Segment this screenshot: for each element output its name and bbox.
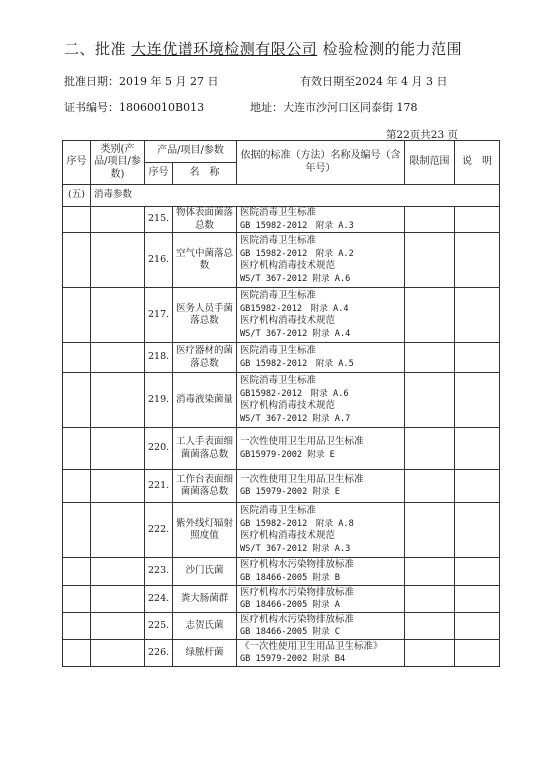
- title-suffix: 检验检测的能力范围: [317, 40, 463, 58]
- row-standard: [237, 288, 405, 343]
- standard-line: 《一次性使用卫生用品卫生标准》: [240, 640, 383, 652]
- row-item-name: 消毒液染菌量: [173, 373, 237, 428]
- address: [250, 99, 418, 115]
- row-limit: [405, 640, 455, 667]
- standard-line: 医院消毒卫生标准: [240, 290, 317, 301]
- header-name: 名 称: [173, 163, 237, 185]
- company-name: 大连优谱环境检测有限公司: [131, 40, 318, 58]
- table-row: [63, 586, 500, 613]
- row-standard: [237, 586, 405, 613]
- row-item-name: 物体表面菌落总数: [173, 207, 237, 233]
- row-item-number: 215.: [145, 207, 173, 233]
- row-seq-cell: [63, 343, 91, 373]
- row-item-number: 225.: [145, 613, 173, 640]
- row-category-cell: [91, 207, 145, 233]
- row-seq-cell: [63, 428, 91, 470]
- row-standard: [237, 640, 405, 667]
- standard-line: 一次性使用卫生用品卫生标准: [240, 436, 364, 447]
- row-limit: [405, 343, 455, 373]
- row-seq-cell: [63, 470, 91, 503]
- row-seq-cell: [63, 288, 91, 343]
- title-prefix: 二、批准: [64, 40, 132, 58]
- table-row: [63, 640, 500, 667]
- table-row: [63, 428, 500, 470]
- row-item-number: 218.: [145, 343, 173, 373]
- header-limit: 限制范围: [405, 141, 455, 185]
- row-item-name: 紫外线灯辐射照度值: [173, 503, 237, 558]
- row-category-cell: [91, 640, 145, 667]
- row-note: [455, 470, 500, 503]
- table-row: [63, 470, 500, 503]
- row-seq-cell: [63, 640, 91, 667]
- row-note: [455, 288, 500, 343]
- row-item-name: 空气中菌落总数: [173, 233, 237, 288]
- standard-line: GB 18466-2005 附录 A: [240, 600, 340, 610]
- valid-date-label: 有效日期至: [300, 75, 355, 88]
- standard-line: GB 15982-2012 附录 A.2: [240, 248, 354, 259]
- row-item-name: 绿脓杆菌: [173, 640, 237, 667]
- row-item-name: 医务人员手菌落总数: [173, 288, 237, 343]
- row-item-name: 工作台表面细菌菌落总数: [173, 470, 237, 503]
- row-limit: [405, 470, 455, 503]
- table-row: [63, 558, 500, 586]
- standard-line: WS/T 367-2012 附录 A.3: [240, 543, 351, 554]
- standard-line: GB 18466-2005 附录 B: [240, 572, 340, 583]
- standard-line: GB 15979-2002 附录 B4: [240, 654, 346, 664]
- row-seq-cell: [63, 373, 91, 428]
- standard-line: 医疗机构消毒技术规范: [240, 530, 336, 541]
- header-product-group: 产品/项目/参数: [145, 141, 237, 163]
- header-sub-seq: 序号: [145, 163, 173, 185]
- table-row: [63, 373, 500, 428]
- row-note: [455, 586, 500, 613]
- row-seq-cell: [63, 613, 91, 640]
- cert-number-value: 18060010B013: [119, 101, 205, 114]
- row-item-number: 216.: [145, 233, 173, 288]
- row-limit: [405, 233, 455, 288]
- row-note: [455, 233, 500, 288]
- row-note: [455, 503, 500, 558]
- row-standard: [237, 233, 405, 288]
- row-category-cell: [91, 503, 145, 558]
- standard-line: WS/T 367-2012 附录 A.4: [240, 328, 351, 339]
- table-row: [63, 613, 500, 640]
- row-standard: [237, 373, 405, 428]
- table-row: [63, 503, 500, 558]
- row-category-cell: [91, 586, 145, 613]
- row-standard: [237, 343, 405, 373]
- row-limit: [405, 207, 455, 233]
- cert-number-label: 证书编号：: [64, 101, 119, 114]
- header-category: 类别(产品/项目/参数): [91, 141, 145, 185]
- row-category-cell: [91, 233, 145, 288]
- row-item-name: 医疗器材的菌落总数: [173, 343, 237, 373]
- standard-line: 医疗机构消毒技术规范: [240, 260, 336, 271]
- standard-line: 医院消毒卫生标准: [240, 375, 317, 386]
- row-seq-cell: [63, 233, 91, 288]
- table-row: [63, 343, 500, 373]
- row-category-cell: [91, 373, 145, 428]
- section-category: 消毒参数: [91, 185, 500, 207]
- row-item-name: 志贺氏菌: [173, 613, 237, 640]
- row-note: [455, 428, 500, 470]
- row-limit: [405, 586, 455, 613]
- row-note: [455, 207, 500, 233]
- row-limit: [405, 288, 455, 343]
- standard-line: 医院消毒卫生标准: [240, 345, 317, 356]
- address-label: 地址：: [250, 101, 283, 114]
- standard-line: 一次性使用卫生用品卫生标准: [240, 473, 364, 485]
- row-limit: [405, 373, 455, 428]
- row-seq-cell: [63, 207, 91, 233]
- row-standard: [237, 558, 405, 586]
- standard-line: GB 18466-2005 附录 C: [240, 627, 340, 637]
- approval-date: [64, 73, 218, 89]
- page-number: 第22页共23 页: [385, 129, 458, 141]
- header-standard: 依据的标准（方法）名称及编号（含年号）: [237, 141, 405, 185]
- row-category-cell: [91, 428, 145, 470]
- row-seq-cell: [63, 586, 91, 613]
- row-item-number: 224.: [145, 586, 173, 613]
- row-limit: [405, 503, 455, 558]
- standard-line: 医疗机构水污染物排放标准: [240, 613, 355, 625]
- row-item-number: 219.: [145, 373, 173, 428]
- row-category-cell: [91, 470, 145, 503]
- standard-line: 医疗机构水污染物排放标准: [240, 559, 355, 570]
- row-item-name: 粪大肠菌群: [173, 586, 237, 613]
- standard-line: 医疗机构消毒技术规范: [240, 315, 336, 326]
- standard-line: GB 15982-2012 附录 A.5: [240, 358, 354, 369]
- row-item-number: 222.: [145, 503, 173, 558]
- row-item-name: 沙门氏菌: [173, 558, 237, 586]
- standard-line: 医疗机构消毒技术规范: [240, 400, 336, 411]
- standard-line: GB15982-2012 附录 A.6: [240, 388, 349, 399]
- row-standard: [237, 470, 405, 503]
- standard-line: 医院消毒卫生标准: [240, 207, 317, 218]
- section-row: [63, 185, 500, 207]
- row-standard: [237, 613, 405, 640]
- standard-line: GB15982-2012 附录 A.4: [240, 303, 349, 314]
- table-row: [63, 207, 500, 233]
- valid-date: [300, 73, 447, 89]
- page-title: [64, 38, 462, 59]
- standard-line: WS/T 367-2012 附录 A.7: [240, 413, 351, 424]
- standard-line: 医疗机构水污染物排放标准: [240, 586, 355, 598]
- row-item-number: 217.: [145, 288, 173, 343]
- row-item-number: 223.: [145, 558, 173, 586]
- row-seq-cell: [63, 503, 91, 558]
- row-note: [455, 613, 500, 640]
- row-note: [455, 343, 500, 373]
- standard-line: 医院消毒卫生标准: [240, 505, 317, 516]
- row-note: [455, 640, 500, 667]
- section-seq: (五): [63, 185, 91, 207]
- row-category-cell: [91, 288, 145, 343]
- row-limit: [405, 613, 455, 640]
- standard-line: WS/T 367-2012 附录 A.6: [240, 273, 351, 284]
- row-item-number: 221.: [145, 470, 173, 503]
- row-category-cell: [91, 613, 145, 640]
- address-value: 大连市沙河口区同泰街 178: [283, 101, 418, 114]
- header-note: 说 明: [455, 141, 500, 185]
- standard-line: GB 15982-2012 附录 A.3: [240, 220, 354, 231]
- row-standard: [237, 428, 405, 470]
- approval-date-value: 2019 年 5 月 27 日: [119, 75, 219, 88]
- standard-line: GB15979-2002 附录 E: [240, 449, 335, 460]
- row-category-cell: [91, 558, 145, 586]
- row-item-number: 226.: [145, 640, 173, 667]
- standard-line: GB 15979-2002 附录 E: [240, 487, 340, 497]
- row-seq-cell: [63, 558, 91, 586]
- valid-date-value: 2024 年 4 月 3 日: [355, 75, 448, 88]
- approval-date-label: 批准日期：: [64, 75, 119, 88]
- row-standard: [237, 503, 405, 558]
- row-note: [455, 558, 500, 586]
- standard-line: 医院消毒卫生标准: [240, 235, 317, 246]
- row-item-name: 工人手表面细菌菌落总数: [173, 428, 237, 470]
- standard-line: GB 15982-2012 附录 A.8: [240, 518, 354, 529]
- cert-number: [64, 99, 204, 115]
- row-limit: [405, 558, 455, 586]
- header-seq: 序号: [63, 141, 91, 185]
- row-note: [455, 373, 500, 428]
- table-row: [63, 288, 500, 343]
- row-limit: [405, 428, 455, 470]
- row-category-cell: [91, 343, 145, 373]
- row-standard: [237, 207, 405, 233]
- row-item-number: 220.: [145, 428, 173, 470]
- capability-table: [62, 140, 500, 667]
- table-row: [63, 233, 500, 288]
